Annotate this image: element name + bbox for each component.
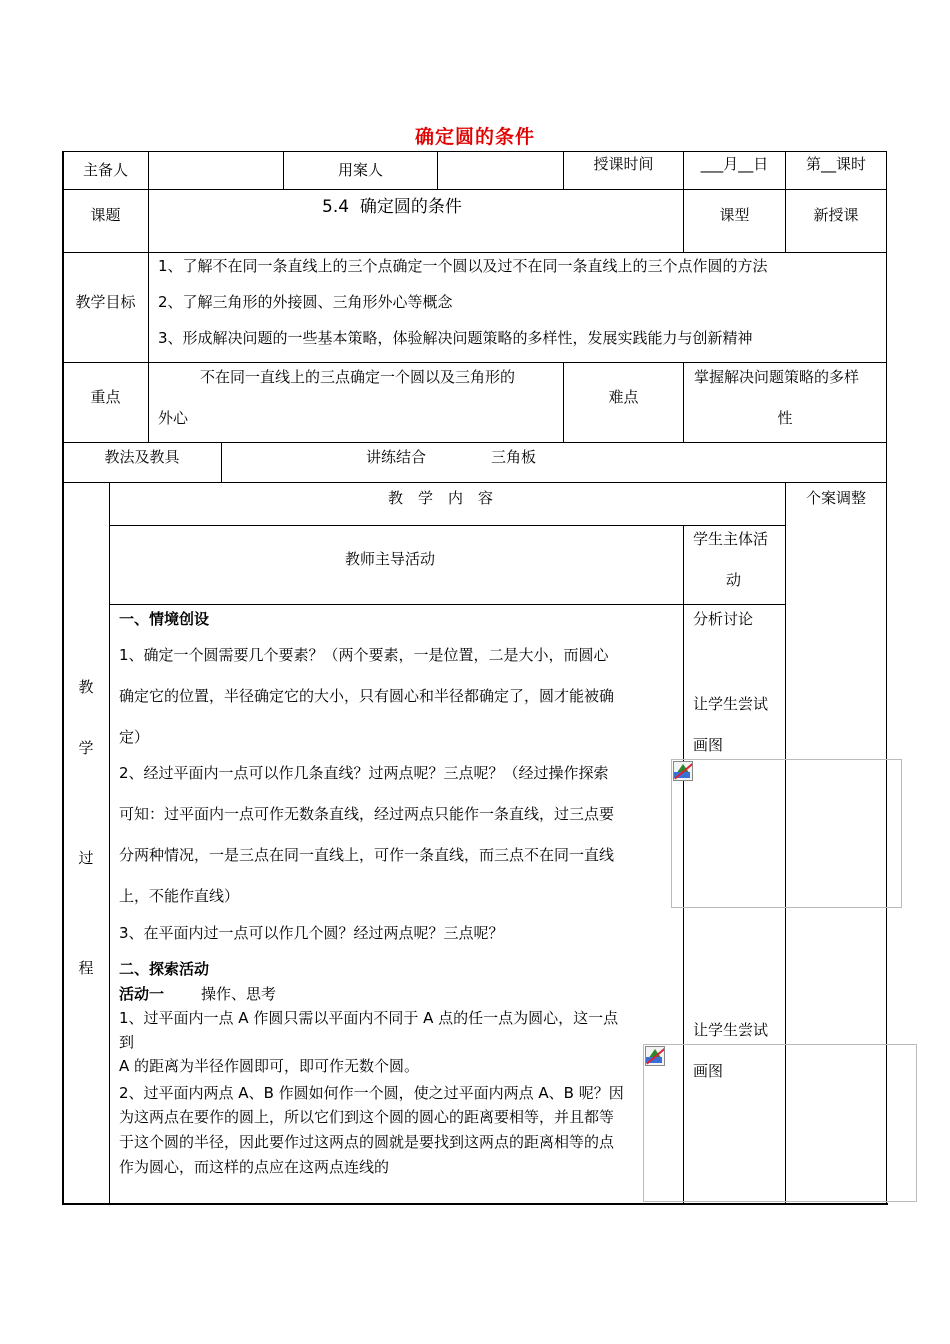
content-line: 2、过平面内两点 A、B 作圆如何作一个圆，使之过平面内两点 A、B 呢？因 bbox=[119, 1084, 624, 1102]
content-line: 2、经过平面内一点可以作几条直线？过两点呢？三点呢？（经过操作探索 bbox=[119, 764, 609, 782]
topic-value: 5.4 确定圆的条件 bbox=[322, 197, 462, 217]
content-line: 作为圆心，而这样的点应在这两点连线的 bbox=[119, 1158, 390, 1176]
content-line: 到 bbox=[119, 1033, 135, 1051]
goal-item: 3、形成解决问题的一些基本策略，体验解决问题策略的多样性，发展实践能力与创新精神 bbox=[158, 329, 753, 347]
difficulty-line1: 掌握解决问题策略的多样 bbox=[694, 368, 860, 386]
table-border bbox=[62, 362, 887, 363]
topic-label: 课题 bbox=[90, 206, 121, 224]
content-line: 定） bbox=[119, 728, 150, 746]
student-note: 让学生尝试 bbox=[693, 695, 769, 713]
image-placeholder bbox=[671, 759, 902, 908]
section-heading: 一、情境创设 bbox=[119, 610, 210, 628]
broken-image-icon bbox=[673, 761, 693, 781]
content-line: 3、在平面内过一点可以作几个圆？经过两点呢？三点呢？ bbox=[119, 924, 504, 942]
section-heading: 二、探索活动 bbox=[119, 960, 210, 978]
table-border bbox=[62, 151, 887, 152]
time-label: 授课时间 bbox=[593, 155, 654, 173]
methods-value-1: 讲练结合 bbox=[366, 448, 427, 466]
goal-item: 2、了解三角形的外接圆、三角形外心等概念 bbox=[158, 293, 453, 311]
keypoint-label: 重点 bbox=[90, 388, 121, 406]
table-border bbox=[109, 482, 110, 1204]
table-border bbox=[62, 1203, 888, 1205]
process-side-char: 教 bbox=[78, 678, 94, 696]
content-line: A 的距离为半径作圆即可，即可作无数个圆。 bbox=[119, 1057, 420, 1075]
content-header: 教 学 内 容 bbox=[388, 489, 494, 507]
keypoint-text-line2: 外心 bbox=[158, 409, 189, 427]
type-value: 新授课 bbox=[813, 206, 859, 224]
content-line: 确定它的位置，半径确定它的大小，只有圆心和半径都确定了，圆才能被确 bbox=[119, 687, 615, 705]
table-border bbox=[62, 189, 887, 190]
type-label: 课型 bbox=[719, 206, 750, 224]
content-line: 分两种情况，一是三点在同一直线上，可作一条直线，而三点不在同一直线 bbox=[119, 846, 615, 864]
date-value: ___月__日 bbox=[700, 155, 769, 173]
content-line: 1、过平面内一点 A 作圆只需以平面内不同于 A 点的任一点为圆心，这一点 bbox=[119, 1009, 619, 1027]
activity-label: 活动一 bbox=[119, 985, 165, 1003]
keypoint-text-line1: 不在同一直线上的三点确定一个圆以及三角形的 bbox=[200, 368, 516, 386]
difficulty-line2: 性 bbox=[777, 409, 793, 427]
methods-value-2: 三角板 bbox=[491, 448, 537, 466]
content-line: 于这个圆的半径，因此要作过这两点的圆就是要找到这两点的距离相等的点 bbox=[119, 1133, 615, 1151]
goal-item: 1、了解不在同一条直线上的三个点确定一个圆以及过不在同一条直线上的三个点作圆的方法 bbox=[158, 257, 768, 275]
goals-label: 教学目标 bbox=[75, 293, 136, 311]
process-side-char: 程 bbox=[78, 959, 94, 977]
prep-label: 主备人 bbox=[82, 161, 128, 179]
activity-desc: 操作、思考 bbox=[201, 985, 277, 1003]
teacher-header: 教师主导活动 bbox=[345, 550, 436, 568]
methods-label: 教法及教具 bbox=[104, 448, 180, 466]
document-title: 确定圆的条件 bbox=[414, 126, 535, 148]
process-side-char: 学 bbox=[78, 739, 94, 757]
table-border bbox=[62, 252, 887, 253]
table-border bbox=[221, 442, 222, 482]
student-note: 画图 bbox=[693, 736, 724, 754]
table-border bbox=[148, 151, 149, 189]
student-note: 分析讨论 bbox=[693, 610, 754, 628]
table-border bbox=[437, 151, 438, 189]
table-border bbox=[148, 189, 149, 442]
table-border bbox=[683, 362, 684, 442]
table-border bbox=[62, 442, 887, 443]
process-side-char: 过 bbox=[78, 849, 94, 867]
student-note: 画图 bbox=[693, 1062, 724, 1080]
broken-image-icon bbox=[645, 1046, 665, 1066]
content-line: 上，不能作直线） bbox=[119, 887, 240, 905]
content-line: 1、确定一个圆需要几个要素？（两个要素，一是位置，二是大小，而圆心 bbox=[119, 646, 609, 664]
difficulty-label: 难点 bbox=[608, 388, 639, 406]
student-header-line2: 动 bbox=[726, 571, 742, 589]
content-line: 为这两点在要作的圆上，所以它们到这个圆的圆心的距离要相等，并且都等 bbox=[119, 1108, 615, 1126]
period-value: 第__课时 bbox=[805, 155, 866, 173]
adjust-header: 个案调整 bbox=[805, 489, 866, 507]
image-placeholder bbox=[643, 1044, 917, 1202]
student-header-line1: 学生主体活 bbox=[693, 530, 769, 548]
content-line: 可知：过平面内一点可作无数条直线，经过两点只能作一条直线，过三点要 bbox=[119, 805, 615, 823]
user-label: 用案人 bbox=[337, 161, 383, 179]
table-border bbox=[62, 482, 887, 483]
student-note: 让学生尝试 bbox=[693, 1021, 769, 1039]
